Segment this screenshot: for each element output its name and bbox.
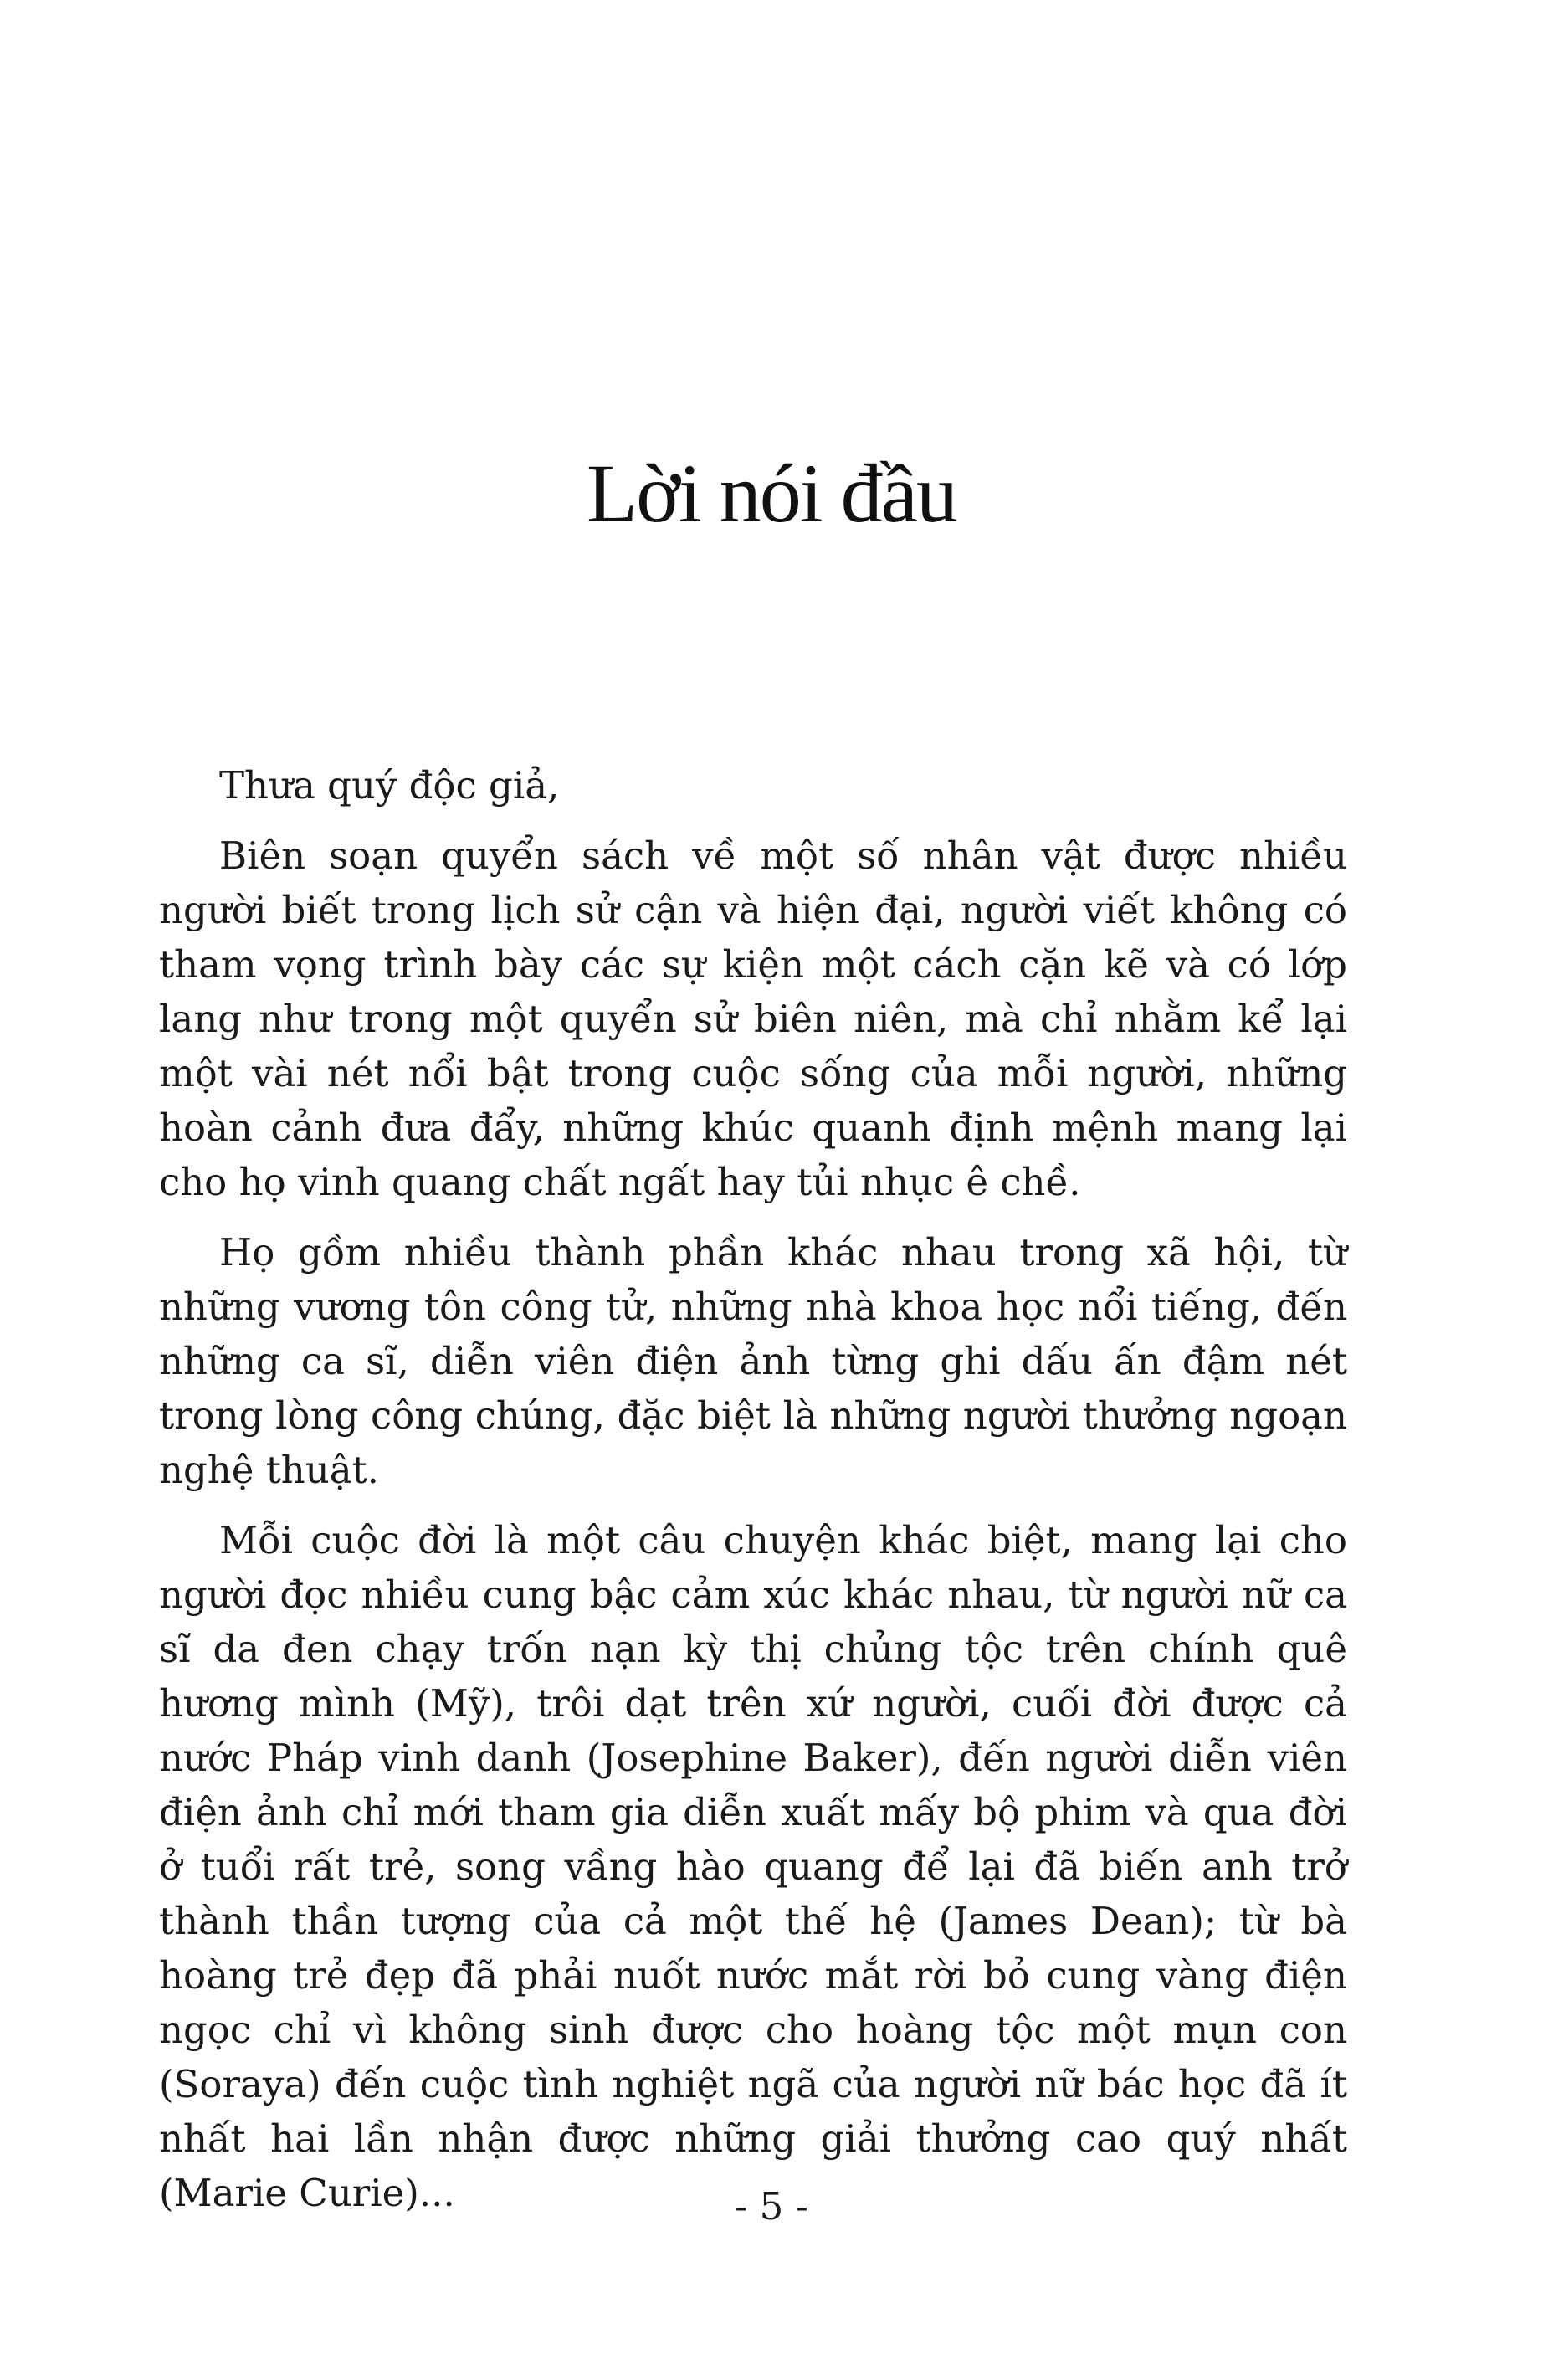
paragraph-2: Họ gồm nhiều thành phần khác nhau trong xã hội, từ những vương tôn công tử, những nhà khoa học nổi tiếng, đến những ca sĩ, diễn viên điện ảnh từng ghi dấu ấn đậm nét trong lòng công chúng, đặc biệt là những người thưởng ngoạn nghệ thuật. xyxy=(159,1230,1347,1492)
chapter-title: Lời nói đầu xyxy=(587,447,956,540)
preface-body xyxy=(159,758,1347,2220)
page-number: - 5 - xyxy=(735,2184,808,2229)
paragraph-3: Mỗi cuộc đời là một câu chuyện khác biệt, mang lại cho người đọc nhiều cung bậc cảm xúc khác nhau, từ người nữ ca sĩ da đen chạy trốn nạn kỳ thị chủng tộc trên chính quê hương mình (Mỹ), trôi dạt trên xứ người, cuối đời được cả nước Pháp vinh danh (Josephine Baker), đến người diễn viên điện ảnh chỉ mới tham gia diễn xuất mấy bộ phim và qua đời ở tuổi rất trẻ, song vầng hào quang để lại đã biến anh trở thành thần tượng của cả một thế hệ (James Dean); từ bà hoàng trẻ đẹp đã phải nuốt nước mắt rời bỏ cung vàng điện ngọc chỉ vì không sinh được cho hoàng tộc một mụn con (Soraya) đến cuộc tình nghiệt ngã của người nữ bác học đã ít nhất hai lần nhận được những giải thưởng cao quý nhất (Marie Curie)... xyxy=(159,1518,1347,2215)
paragraph-1: Biên soạn quyển sách về một số nhân vật được nhiều người biết trong lịch sử cận và hiện đại, người viết không có tham vọng trình bày các sự kiện một cách cặn kẽ và có lớp lang như trong một quyển sử biên niên, mà chỉ nhằm kể lại một vài nét nổi bật trong cuộc sống của mỗi người, những hoàn cảnh đưa đẩy, những khúc quanh định mệnh mang lại cho họ vinh quang chất ngất hay tủi nhục ê chề. xyxy=(159,834,1347,1204)
greeting: Thưa quý độc giả, xyxy=(219,763,560,808)
